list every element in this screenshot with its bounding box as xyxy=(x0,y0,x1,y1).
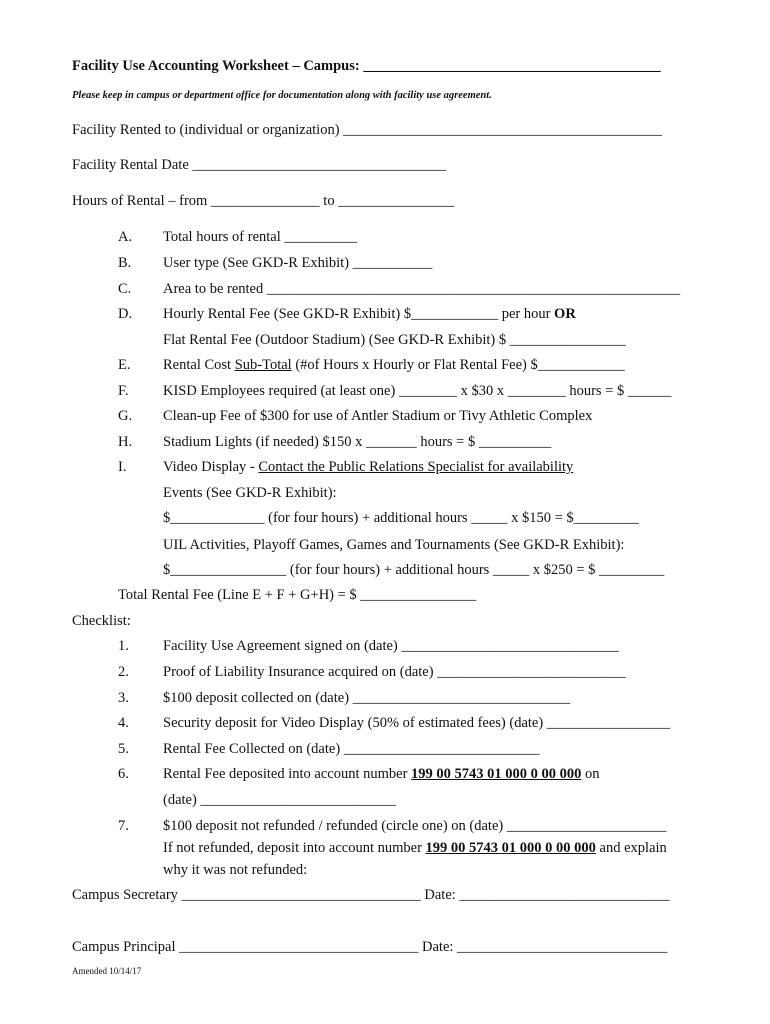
deposit-text: Rental Fee deposited into account number xyxy=(163,766,412,782)
item-g-letter: G. xyxy=(118,408,133,424)
checklist-item: $100 deposit collected on (date) ______________________________ xyxy=(163,690,571,706)
item-c-text: Area to be rented _________________________________________________________ xyxy=(163,281,681,297)
checklist-num: 1. xyxy=(118,638,129,654)
not-refunded-text: If not refunded, deposit into account number xyxy=(163,840,426,856)
instructions-note: Please keep in campus or department office for documentation along with facility use agreement. xyxy=(72,90,492,101)
total-rental-fee: Total Rental Fee (Line E + F + G+H) = $ ________________ xyxy=(118,587,477,603)
checklist-num: 3. xyxy=(118,690,129,706)
hourly-fee-text: Hourly Rental Fee (See GKD-R Exhibit) $____________ per hour xyxy=(163,306,555,322)
item-a-text: Total hours of rental __________ xyxy=(163,229,357,245)
item-e-text xyxy=(163,357,625,374)
account-number: 199 00 5743 01 000 0 00 000 xyxy=(425,840,596,856)
account-number: 199 00 5743 01 000 0 00 000 xyxy=(411,766,582,782)
item-i-text xyxy=(163,459,573,476)
item-c-letter: C. xyxy=(118,281,132,297)
facility-rental-date-field: Facility Rental Date ___________________________________ xyxy=(72,157,447,173)
campus-principal-signature: Campus Principal _________________________________ Date: _____________________________ xyxy=(72,939,668,955)
checklist-num: 2. xyxy=(118,664,129,680)
item-a-letter: A. xyxy=(118,229,133,245)
checklist-item: $100 deposit not refunded / refunded (circle one) on (date) ______________________ xyxy=(163,818,667,834)
facility-rented-to-field: Facility Rented to (individual or organization) ____________________________________________ xyxy=(72,122,663,138)
events-heading: Events (See GKD-R Exhibit): xyxy=(163,485,337,501)
checklist-item: why it was not refunded: xyxy=(163,862,308,878)
checklist-num: 7. xyxy=(118,818,129,834)
item-e-pre: Rental Cost xyxy=(163,357,235,373)
checklist-item: Security deposit for Video Display (50% of estimated fees) (date) _________________ xyxy=(163,715,671,731)
campus-secretary-signature: Campus Secretary _________________________________ Date: _____________________________ xyxy=(72,887,670,903)
checklist-num: 4. xyxy=(118,715,129,731)
hours-of-rental-field: Hours of Rental – from _______________ to ________________ xyxy=(72,193,455,209)
item-h-text: Stadium Lights (if needed) $150 x _______ hours = $ __________ xyxy=(163,434,552,450)
not-refunded-text-post: and explain xyxy=(595,840,667,856)
checklist-item: Rental Fee Collected on (date) ___________________________ xyxy=(163,741,540,757)
checklist-item: (date) ___________________________ xyxy=(163,792,397,808)
checklist-item: Proof of Liability Insurance acquired on (date) __________________________ xyxy=(163,664,626,680)
worksheet-title: Facility Use Accounting Worksheet – Campus: _________________________________________ xyxy=(72,58,661,74)
checklist-item: Facility Use Agreement signed on (date) ______________________________ xyxy=(163,638,619,654)
item-f-text: KISD Employees required (at least one) ________ x $30 x ________ hours = $ ______ xyxy=(163,383,672,399)
amended-date: Amended 10/14/17 xyxy=(72,966,142,976)
checklist-item xyxy=(163,766,600,783)
item-i-letter: I. xyxy=(118,459,127,475)
pr-specialist-contact: Contact the Public Relations Specialist for availability xyxy=(258,459,574,475)
item-d-text xyxy=(163,306,576,323)
item-b-text: User type (See GKD-R Exhibit) ___________ xyxy=(163,255,433,271)
checklist-item xyxy=(163,840,667,857)
or-label: OR xyxy=(554,306,576,322)
item-b-letter: B. xyxy=(118,255,132,271)
item-f-letter: F. xyxy=(118,383,129,399)
checklist-num: 6. xyxy=(118,766,129,782)
item-h-letter: H. xyxy=(118,434,133,450)
item-g-text: Clean-up Fee of $300 for use of Antler Stadium or Tivy Athletic Complex xyxy=(163,408,593,424)
flat-fee-text: Flat Rental Fee (Outdoor Stadium) (See GKD-R Exhibit) $ ________________ xyxy=(163,332,626,348)
item-i-pre: Video Display - xyxy=(163,459,259,475)
uil-heading: UIL Activities, Playoff Games, Games and Tournaments (See GKD-R Exhibit): xyxy=(163,537,625,553)
events-calc: $_____________ (for four hours) + additional hours _____ x $150 = $_________ xyxy=(163,510,639,526)
subtotal-label: Sub-Total xyxy=(234,357,292,373)
item-e-post: (#of Hours x Hourly or Flat Rental Fee) $____________ xyxy=(291,357,625,373)
uil-calc: $________________ (for four hours) + additional hours _____ x $250 = $ _________ xyxy=(163,562,665,578)
item-d-letter: D. xyxy=(118,306,133,322)
item-e-letter: E. xyxy=(118,357,131,373)
checklist-num: 5. xyxy=(118,741,129,757)
checklist-heading: Checklist: xyxy=(72,613,131,629)
deposit-text-post: on xyxy=(581,766,600,782)
